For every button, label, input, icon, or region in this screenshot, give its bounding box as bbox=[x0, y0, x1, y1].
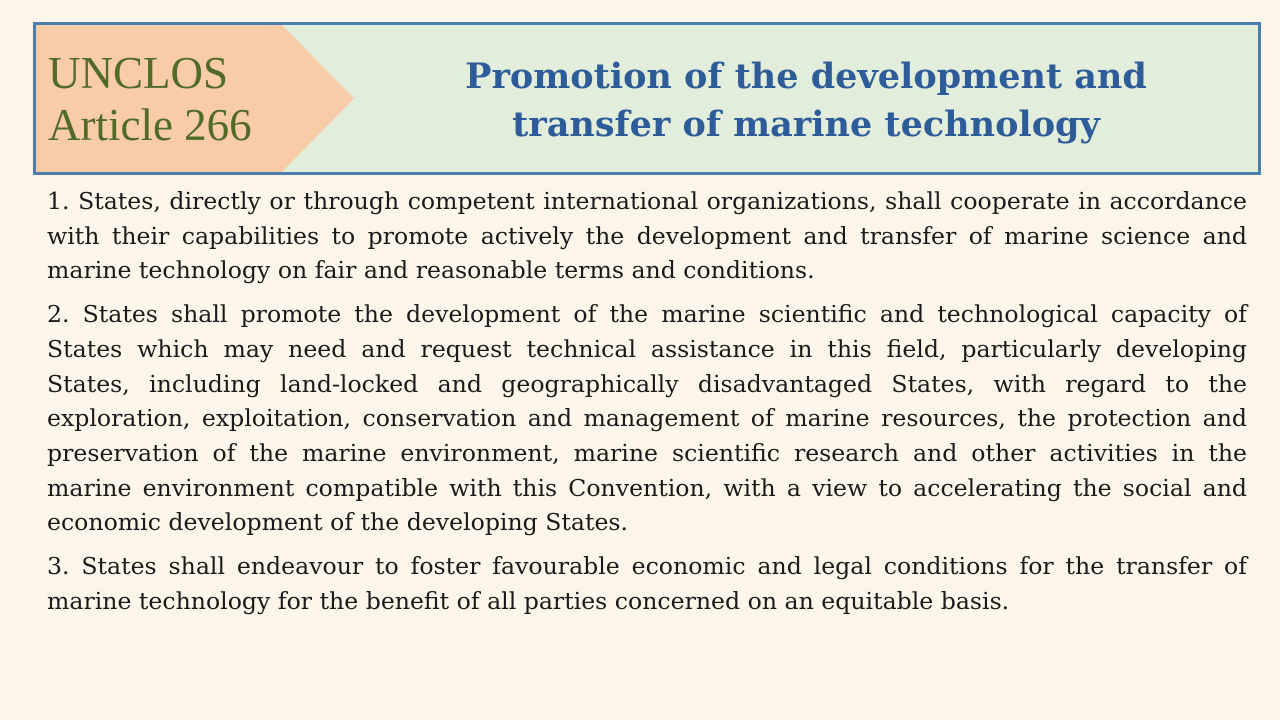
article-body bbox=[47, 184, 1247, 627]
paragraph-3: 3. States shall endeavour to foster favourable economic and legal conditions for the transfer of marine technology for the benefit of all parties concerned on an equitable basis. bbox=[47, 552, 1247, 615]
article-label-line1: UNCLOS bbox=[48, 48, 229, 98]
title-line1: Promotion of the development and bbox=[465, 56, 1147, 97]
article-label bbox=[48, 47, 252, 151]
page-title bbox=[381, 53, 1231, 149]
header-box bbox=[33, 22, 1261, 175]
article-label-line2: Article 266 bbox=[48, 100, 252, 150]
paragraph-1: 1. States, directly or through competent international organizations, shall cooperate in accordance with their capabilities to promote actively the development and transfer of marine science and marine technology on fair and reasonable terms and conditions. bbox=[47, 187, 1247, 285]
title-line2: transfer of marine technology bbox=[512, 104, 1100, 145]
paragraph-2: 2. States shall promote the development of the marine scientific and technological capacity of States which may need and request technical assistance in this field, particularly developing States, including land-locked and geographically disadvantaged States, with regard to the exploration, exploitation, conservation and management of marine resources, the protection and preservation of the marine environment, marine scientific research and other activities in the marine environment compatible with this Convention, with a view to accelerating the social and economic development of the developing States. bbox=[47, 300, 1247, 537]
article-tag bbox=[36, 25, 354, 172]
